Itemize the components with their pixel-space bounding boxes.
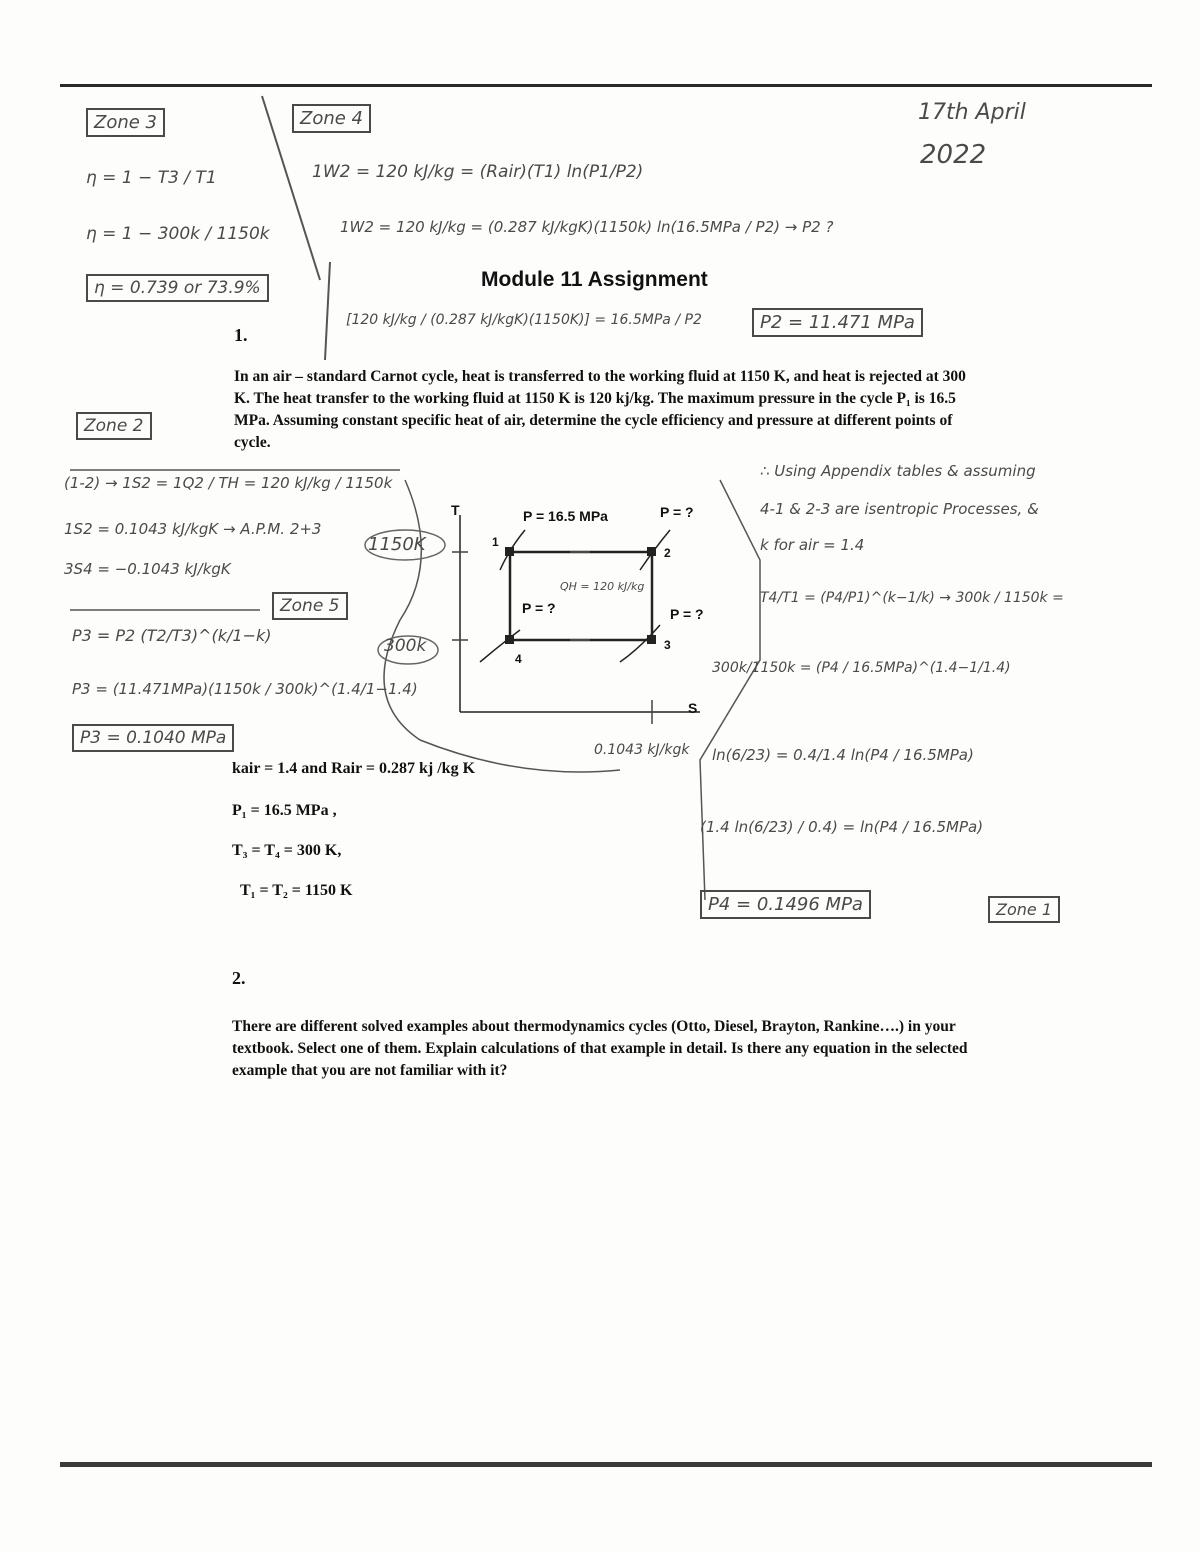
zone2-line3: 3S4 = −0.1043 kJ/kgK	[64, 560, 231, 578]
zone1-result: P4 = 0.1496 MPa	[700, 890, 871, 919]
point-2-label: 2	[664, 546, 671, 560]
point-4-label: 4	[515, 652, 522, 666]
point-1-marker	[505, 547, 514, 556]
given-t3-t4: T₃ = T₄ = 300 K,	[232, 842, 342, 859]
point-3-label: 3	[664, 638, 671, 652]
temp-low-label: 300k	[384, 636, 427, 656]
point-1-label: 1	[492, 535, 499, 549]
zone1-line2: 4-1 & 2-3 are isentropic Processes, &	[760, 500, 1039, 518]
zone-divider-5	[700, 480, 760, 900]
zone4-result: P2 = 11.471 MPa	[752, 308, 923, 337]
question2-number: 2.	[232, 968, 246, 988]
zone1-line3: k for air = 1.4	[760, 536, 865, 554]
zone1-line5: 300k/1150k = (P4 / 16.5MPa)^(1.4−1/1.4)	[712, 660, 1011, 676]
axis-s-label: S	[688, 700, 698, 716]
isobar-top-label: P = 16.5 MPa	[523, 508, 608, 524]
zone3-line1: η = 1 − T3 / T1	[86, 168, 217, 188]
given-p1: P₁ = 16.5 MPa ,	[232, 802, 337, 819]
carnot-cycle-box	[510, 552, 652, 640]
zone-divider-1	[262, 96, 320, 280]
question2-text: There are different solved examples about thermodynamics cycles (Otto, Diesel, Brayton, Rankine….) in your textbook. Select one of them. Explain calculations of that example in detail. Is there any equation in the selected example that you are not familiar with it?	[232, 1018, 968, 1079]
zone4-line2: 1W2 = 120 kJ/kg = (0.287 kJ/kgK)(1150k) ln(16.5MPa / P2) → P2 ?	[340, 218, 834, 236]
zone3-line2: η = 1 − 300k / 1150k	[86, 224, 270, 244]
point-2-marker	[647, 547, 656, 556]
given-k-r: kair = 1.4 and Rair = 0.287 kj /kg K	[232, 760, 476, 777]
isobar-right-label: P = ?	[670, 606, 704, 622]
zone5-label: Zone 5	[272, 592, 348, 620]
zone1-label: Zone 1	[988, 896, 1060, 923]
zone5-line1: P3 = P2 (T2/T3)^(k/1−k)	[72, 626, 272, 645]
zone5-result: P3 = 0.1040 MPa	[72, 724, 234, 752]
question1-number: 1.	[234, 325, 248, 345]
qh-note: QH = 120 kJ/kg	[560, 580, 645, 593]
question1-text: In an air – standard Carnot cycle, heat is transferred to the working fluid at 1150 K, and heat is rejected at 300 K. The heat transfer to the working fluid at 1150 K is 120 kj/kg. The maximum pressure in the cycle P₁ is 16.5 MPa. Assuming constant specific heat of air, determine the cycle efficiency and pressure at different points of cycle.	[234, 368, 966, 451]
zone4-line3: [120 kJ/kg / (0.287 kJ/kgK)(1150K)] = 16.5MPa / P2	[346, 312, 702, 328]
zone2-line1: (1-2) → 1S2 = 1Q2 / TH = 120 kJ/kg / 1150k	[64, 474, 393, 492]
zone4-line1: 1W2 = 120 kJ/kg = (Rair)(T1) ln(P1/P2)	[312, 162, 644, 182]
date-line2: 2022	[920, 140, 987, 170]
zone3-result: η = 0.739 or 73.9%	[86, 274, 269, 302]
page-title: Module 11 Assignment	[481, 268, 708, 291]
zone5-line2: P3 = (11.471MPa)(1150k / 300k)^(1.4/1−1.4)	[72, 680, 418, 698]
zone3-label: Zone 3	[86, 108, 165, 137]
temp-high-label: 1150K	[368, 534, 426, 555]
zone2-label: Zone 2	[76, 412, 152, 440]
given-t1-t2: T₁ = T₂ = 1150 K	[240, 882, 353, 899]
point-4-marker	[505, 635, 514, 644]
point-3-marker	[647, 635, 656, 644]
date-line1: 17th April	[918, 100, 1026, 125]
zone2-line2: 1S2 = 0.1043 kJ/kgK → A.P.M. 2+3	[64, 520, 322, 538]
s-value-label: 0.1043 kJ/kgk	[594, 742, 690, 758]
isobar-3	[480, 630, 520, 662]
axis-t-label: T	[451, 502, 460, 518]
zone1-line1: ∴ Using Appendix tables & assuming	[760, 462, 1036, 480]
isobar-top-right-label: P = ?	[660, 504, 694, 520]
zone4-label: Zone 4	[292, 104, 371, 133]
zone1-line6: ln(6/23) = 0.4/1.4 ln(P4 / 16.5MPa)	[712, 746, 974, 764]
isobar-left-label: P = ?	[522, 600, 556, 616]
zone-divider-2	[325, 262, 330, 360]
zone1-line4: T4/T1 = (P4/P1)^(k−1/k) → 300k / 1150k =	[760, 590, 1064, 606]
zone1-line7: (1.4 ln(6/23) / 0.4) = ln(P4 / 16.5MPa)	[700, 818, 984, 836]
